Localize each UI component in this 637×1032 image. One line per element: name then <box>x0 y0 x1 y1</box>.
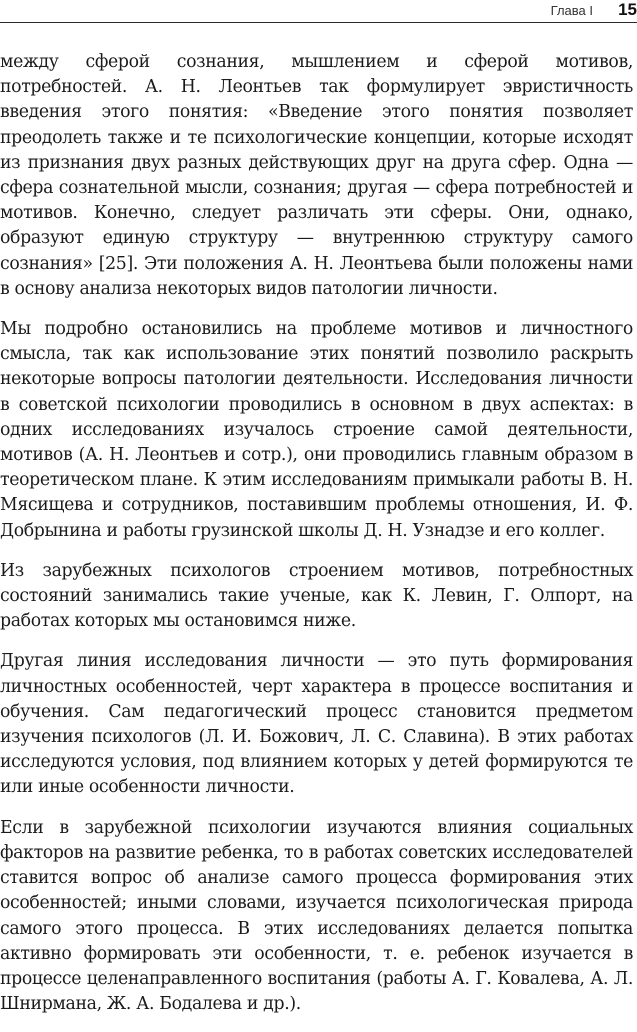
paragraph-1: между сферой сознания, мышлением и сферой мотивов, потребностей. А. Н. Леонтьев так формулирует эвристичность введения этого понятия: «Введение этого понятия позволяет преодолеть также и те психологические концепции, которые исходят из признания двух разных действующих друг на друга сфер. Одна — сфера сознательной мысли, сознания; другая — сфера потребностей и мотивов. Конечно, следует различать эти сферы. Они, однако, образуют единую структуру — внутреннюю структуру самого сознания» [25]. Эти положения А. Н. Леонтьева были положены нами в основу анализа некоторых видов патологии личности. <box>0 52 633 299</box>
header-divider <box>0 22 637 23</box>
page-number: 15 <box>618 0 637 19</box>
chapter-label: Глава I <box>550 3 593 18</box>
running-header <box>0 0 637 23</box>
paragraph-5: Если в зарубежной психологии изучаются влияния социальных факторов на развитие ребенка, то в работах советских исследователей ставится вопрос об анализе самого процесса формирования этих особенностей; иными словами, изучается психологическая природа самого этого процесса. В этих исследованиях делается попытка активно формировать эти особенности, т. е. ребенок изучается в процессе целенаправленного воспитания (работы А. Г. Ковалева, А. Л. Шнирмана, Ж. А. Бодалева и др.). <box>0 817 633 1015</box>
paragraph-3: Из зарубежных психологов строением мотивов, потребностных состояний занимались такие ученые, как К. Левин, Г. Олпорт, на работах которых мы остановимся ниже. <box>0 560 633 632</box>
page-body <box>0 50 633 1032</box>
paragraph-2: Мы подробно остановились на проблеме мотивов и личностного смысла, так как использование этих понятий позволило раскрыть некоторые вопросы патологии деятельности. Исследования личности в советской психологии проводились в основном в двух аспектах: в одних исследованиях изучалось строение самой деятельности, мотивов (А. Н. Леонтьев и сотр.), они проводились главным образом в теоретическом плане. К этим исследованиям примыкали работы В. Н. Мясищева и сотрудников, поставившим проблемы отношения, И. Ф. Добрынина и работы грузинской школы Д. Н. Узнадзе и его коллег. <box>0 319 633 541</box>
paragraph-4: Другая линия исследования личности — это путь формирования личностных особенностей, черт характера в процессе воспитания и обучения. Сам педагогический процесс становится предметом изучения психологов (Л. И. Божович, Л. С. Славина). В этих работах исследуются условия, под влиянием которых у детей формируются те или иные особенности личности. <box>0 651 633 798</box>
